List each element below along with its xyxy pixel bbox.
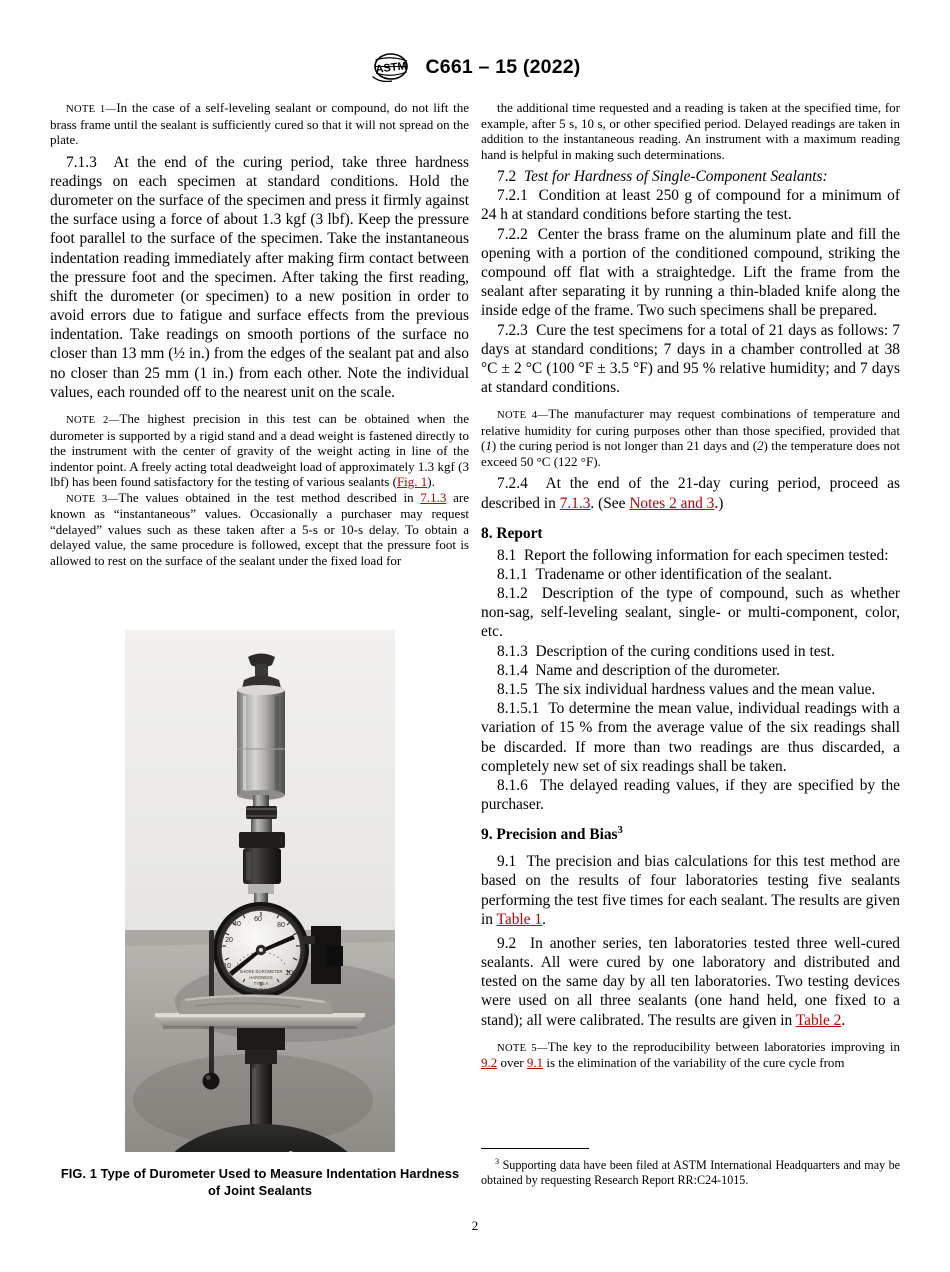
astm-logo-icon — [370, 52, 414, 82]
figure-1-reference-link[interactable]: Fig. 1 — [396, 474, 428, 490]
clause-8-1-1-text: Tradename or other identification of the sealant. — [535, 565, 832, 583]
note-2-label: NOTE 2— — [66, 414, 120, 426]
note-3-text-a: The values obtained in the test method described in — [118, 489, 421, 505]
note-3-label: NOTE 3— — [66, 493, 119, 505]
footnote-separator-rule — [481, 1148, 589, 1149]
note-5-text-b: over — [497, 1055, 527, 1071]
clause-8-1-5-paragraph — [481, 680, 900, 699]
standard-designation: C661 – 15 (2022) — [425, 55, 581, 78]
clause-7-1-3-reference-link[interactable]: 7.1.3 — [420, 489, 447, 505]
note-4-text-c: ) the temperature does not exceed 50 °C (122 °F). — [481, 438, 901, 469]
clause-8-1-1-number: 8.1.1 — [497, 565, 528, 583]
note-3-paragraph — [50, 490, 469, 569]
clause-8-1-2-text: Description of the type of compound, such as whether non-sag, self-leveling sealant, single- or multi-component, color, etc. — [481, 585, 900, 641]
note-4-text-b: ) the curing period is not longer than 21 days and ( — [491, 438, 758, 454]
clause-9-1-text-b: . — [542, 910, 546, 928]
right-column — [481, 100, 900, 1071]
clause-8-1-text: Report the following information for each specimen tested: — [523, 546, 889, 564]
clause-8-1-3-text: Description of the curing conditions used in test. — [535, 642, 835, 660]
clause-7-2-number: 7.2 — [497, 168, 517, 186]
footnote-3-text: Supporting data have been filed at ASTM International Headquarters and may be obtained by requesting Research Report RR:C24-1015. — [481, 1158, 900, 1187]
clause-8-1-6-text: The delayed reading values, if they are specified by the purchaser. — [481, 776, 900, 814]
clause-8-1-6-paragraph — [481, 776, 900, 814]
clause-8-1-5-1-number: 8.1.5.1 — [497, 700, 540, 718]
clause-7-2-2-number: 7.2.2 — [497, 225, 528, 243]
note-4-label: NOTE 4— — [497, 410, 549, 422]
clause-7-2-title: Test for Hardness of Single-Component Sealants: — [523, 168, 828, 186]
clause-7-2-2-text: Center the brass frame on the aluminum plate and fill the opening with a portion of the conditioned compound, striking the compound off flat with a straightedge. Lift the frame from the sealant after separating it by running a thin-bladed knife along the inside edge of the frame. Two such specimens shall be prepared. — [481, 225, 900, 320]
clause-8-1-5-number: 8.1.5 — [497, 680, 528, 698]
clause-8-1-3-number: 8.1.3 — [497, 642, 528, 660]
clause-7-2-3-paragraph — [481, 321, 900, 398]
clause-7-2-1-text: Condition at least 250 g of compound for a minimum of 24 h at standard conditions before starting the test. — [481, 187, 900, 224]
figure-1 — [50, 630, 470, 1200]
clause-7-2-paragraph — [481, 167, 900, 186]
figure-caption-line-2: of Joint Sealants — [207, 1182, 313, 1198]
note-1-text: In the case of a self-leveling sealant or compound, do not lift the brass frame until the sealant is sufficiently cured so that it will not spread on the plate. — [50, 100, 469, 148]
clause-7-2-3-number: 7.2.3 — [497, 321, 528, 339]
clause-9-2-reference-link[interactable]: 9.2 — [481, 1055, 498, 1071]
svg-text:80: 80 — [277, 922, 285, 929]
section-8-heading: 8. Report — [481, 524, 543, 542]
clause-8-1-2-paragraph — [481, 584, 900, 642]
clause-7-2-4-paragraph — [481, 474, 900, 512]
note-1-paragraph — [50, 100, 469, 148]
svg-text:SHORE DUROMETER: SHORE DUROMETER — [239, 969, 283, 974]
clause-7-1-3-text: At the end of the curing period, take three hardness readings on each specimen at standard conditions. Hold the durometer on the surface of the specimen and press it firmly against the surface using a force of about 1.3 kgf (3 lbf). Keep the pressure foot parallel to the surface of the specimen. Take the instantaneous indentation reading immediately after making firm contact between the pressure foot and the specimen. After taking the first reading, shift the durometer (or specimen) to a new position in order to avoid errors due to fatigue and surface effects from the previous indentation. Take readings on smooth portions of the surface no closer than 13 mm (½ in.) from the edges of the sealant pat and also no closer than 25 mm (1 in.) from each other. Note the individual values, each rounded off to the nearest unit on the scale. — [50, 153, 469, 401]
clause-8-1-4-text: Name and description of the durometer. — [535, 661, 780, 679]
svg-text:40: 40 — [233, 921, 241, 928]
svg-text:10: 10 — [223, 963, 231, 970]
note-4-paragraph — [481, 406, 900, 469]
figure-1-caption — [50, 1166, 470, 1200]
clause-9-1-number: 9.1 — [497, 853, 517, 871]
clause-7-2-4-text-c: .) — [714, 494, 724, 512]
clause-9-1-text-a: The precision and bias calculations for this test method are based on the results of four laboratories testing five sealants performing the test five times for each sealant. The results are given in — [481, 853, 900, 928]
clause-8-1-5-text: The six individual hardness values and the mean value. — [535, 680, 876, 698]
clause-7-1-3-number: 7.1.3 — [66, 153, 97, 171]
clause-8-1-number: 8.1 — [497, 546, 517, 564]
svg-text:MADE IN U.S.A.: MADE IN U.S.A. — [245, 987, 277, 992]
clause-8-1-3-paragraph — [481, 642, 900, 661]
svg-text:TYPE A: TYPE A — [253, 981, 269, 986]
page-header — [0, 52, 950, 82]
svg-text:100: 100 — [285, 970, 297, 977]
note-2-text-b: ). — [427, 474, 435, 490]
note-3-text-b: are known as “instantaneous” values. Occasionally a purchaser may request “delayed” values such as these taken after a 5-s or 10-s delay. To obtain a delayed value, the same procedure is followed, except that the pressure foot is allowed to rest on the surface of the sealant under the fixed load for — [50, 489, 469, 568]
clause-9-1-reference-link[interactable]: 9.1 — [526, 1055, 544, 1071]
left-column — [50, 100, 469, 569]
clause-7-2-1-paragraph — [481, 186, 900, 224]
section-9-heading — [481, 826, 900, 844]
svg-text:60: 60 — [254, 916, 262, 923]
clause-8-1-4-paragraph — [481, 661, 900, 680]
clause-8-1-6-number: 8.1.6 — [497, 776, 528, 794]
clause-9-2-text-b: . — [841, 1011, 846, 1029]
note-5-label: NOTE 5— — [497, 1042, 548, 1054]
section-9-heading-text: 9. Precision and Bias — [481, 826, 618, 844]
clause-7-1-3-reference-link-2[interactable]: 7.1.3 — [559, 494, 591, 512]
section-9-footnote-marker: 3 — [617, 825, 623, 837]
clause-9-2-paragraph — [481, 934, 900, 1030]
clause-7-2-1-number: 7.2.1 — [497, 187, 528, 205]
notes-2-and-3-reference-link[interactable]: Notes 2 and 3 — [629, 494, 715, 512]
clause-7-2-2-paragraph — [481, 225, 900, 321]
clause-8-1-5-1-paragraph — [481, 699, 900, 776]
table-1-reference-link[interactable]: Table 1 — [496, 910, 543, 928]
clause-9-2-number: 9.2 — [497, 934, 517, 952]
note-4-italic-2: 2 — [757, 438, 764, 454]
figure-caption-line-1: FIG. 1 Type of Durometer Used to Measure Indentation Hardness — [60, 1166, 460, 1181]
clause-7-2-3-text: Cure the test specimens for a total of 21 days as follows: 7 days at standard conditions; 7 days in a chamber controlled at 38 °C ± 2 °C (100 °F ± 3.5 °F) and 95 % relative humidity; and 7 days at standard conditions. — [481, 321, 900, 397]
note-2-text-a: The highest precision in this test can be obtained when the durometer is supported by a rigid stand and a dead weight is fastened directly to the instrument with the center of gravity of the weight acting in line of the indentor point. A freely acting total deadweight load of approximately 1.3 kgf (3 lbf) has been found satisfactory for the testing of various sealants ( — [50, 410, 469, 490]
clause-7-2-4-number: 7.2.4 — [497, 475, 528, 493]
note-2-paragraph — [50, 411, 469, 490]
note-1-label: NOTE 1— — [66, 104, 117, 115]
svg-text:ASTM: ASTM — [374, 60, 407, 76]
note-5-text-a: The key to the reproducibility between laboratories improving in — [547, 1038, 900, 1054]
footnote-3-marker: 3 — [495, 1156, 500, 1166]
clause-8-1-1-paragraph — [481, 565, 900, 584]
footnote-block — [481, 1148, 900, 1188]
clause-8-1-4-number: 8.1.4 — [497, 661, 528, 679]
page-number: 2 — [471, 1218, 479, 1233]
clause-9-2-text-a: In another series, ten laboratories tested three well-cured sealants. All were cured by one laboratory and distributed and tested on the same day by all ten laboratories. Two testing devices were used on all three sealants (one hand held, one fixed to a stand); all were calibrated. The results are given in — [481, 934, 901, 1029]
footnote-3 — [481, 1158, 900, 1188]
note-5-paragraph — [481, 1039, 900, 1071]
note-5-text-c: is the elimination of the variability of the cure cycle from — [543, 1055, 845, 1071]
note-3-continuation: the additional time requested and a reading is taken at the specified time, for example, after 5 s, 10 s, or other specified period. Delayed readings are taken in addition to the instantaneous reading. An instrument with a maximum reading hand is helpful in making such determinations. — [481, 100, 900, 162]
note-4-text-a: The manufacturer may request combinations of temperature and relative humidity for curing purposes other than those specified, provided that ( — [481, 406, 900, 454]
durometer-photograph — [125, 630, 395, 1152]
clause-7-2-4-text-a: At the end of the 21-day curing period, proceed as described in — [481, 475, 900, 512]
note-4-italic-1: 1 — [485, 438, 492, 454]
svg-text:20: 20 — [225, 937, 233, 944]
clause-8-1-paragraph — [481, 546, 900, 565]
table-2-reference-link[interactable]: Table 2 — [795, 1011, 842, 1029]
svg-text:HARDNESS: HARDNESS — [249, 975, 273, 980]
clause-7-2-4-text-b: . (See — [590, 494, 630, 512]
clause-7-1-3-paragraph — [50, 153, 469, 402]
clause-8-1-5-1-text: To determine the mean value, individual readings with a variation of 15 % from the average value of the six readings shall be discarded. If more than two readings are thus discarded, a completely new set of six readings shall be taken. — [481, 700, 900, 775]
clause-8-1-2-number: 8.1.2 — [497, 585, 528, 603]
clause-9-1-paragraph — [481, 852, 900, 929]
